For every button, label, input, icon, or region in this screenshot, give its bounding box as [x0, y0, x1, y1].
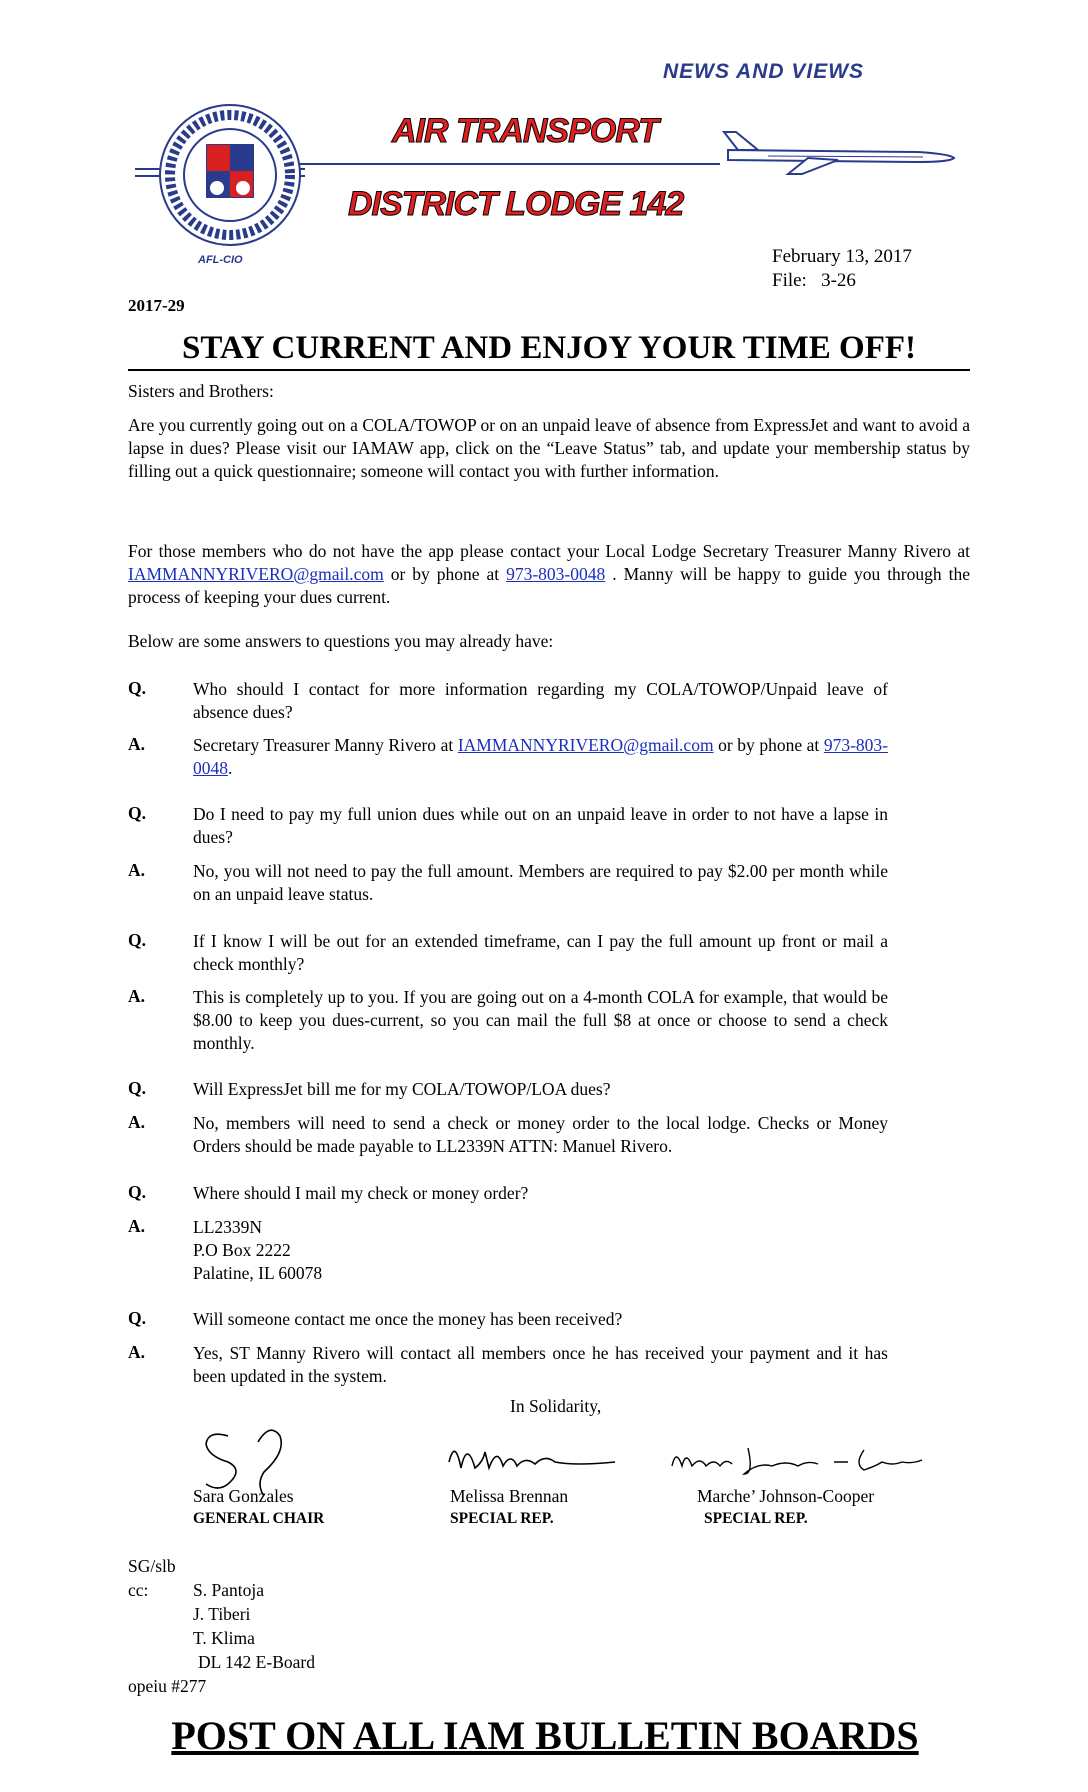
signature-marche-johnson-cooper: [668, 1440, 928, 1480]
a1-label: A.: [128, 734, 146, 754]
headline: STAY CURRENT AND ENJOY YOUR TIME OFF!: [128, 330, 970, 371]
contact-mid: or by phone at: [383, 564, 507, 584]
q4-text: Will ExpressJet bill me for my COLA/TOWOP/LOA dues?: [193, 1079, 611, 1099]
q2-text: Do I need to pay my full union dues while out on an unpaid leave in order to not have a lapse in dues?: [193, 804, 888, 847]
signature-melissa-brennan: [445, 1432, 625, 1482]
air-transport-title: AIR TRANSPORT: [392, 112, 658, 150]
bulletin-number: 2017-29: [128, 296, 185, 315]
signer-2-title: SPECIAL REP.: [450, 1510, 554, 1527]
signer-1-title: GENERAL CHAIR: [193, 1510, 325, 1527]
signer-1-name: Sara Gonzales: [193, 1486, 294, 1506]
opeiu-label: opeiu #277: [128, 1676, 207, 1696]
cc-item: J. Tiberi: [193, 1604, 251, 1624]
a4-label: A.: [128, 1112, 146, 1132]
a1-post: .: [228, 758, 233, 778]
header-rule: [300, 163, 720, 165]
initials: SG/slb: [128, 1556, 176, 1576]
contact-post: . Manny will be happy to guide you through the process of keeping your dues current.: [128, 564, 970, 607]
file-number: File: 3-26: [772, 270, 856, 291]
mailing-address: [193, 1216, 888, 1285]
afl-cio-label: AFL-CIO: [198, 254, 243, 266]
signer-3-name: Marche’ Johnson-Cooper: [697, 1486, 875, 1506]
q2-label: Q.: [128, 803, 146, 823]
intro-paragraph: Are you currently going out on a COLA/TOWOP or on an unpaid leave of absence from ExpressJet and want to avoid a lapse in dues? Please visit our IAMAW app, click on the “Leave Status” tab, and update your membership status by filling out a quick questionnaire; someone will contact you with further information.: [128, 415, 970, 481]
document-date: February 13, 2017: [772, 246, 912, 267]
district-lodge-title: DISTRICT LODGE 142: [348, 185, 684, 223]
a1-text: [193, 734, 888, 780]
cc-item: DL 142 E-Board: [198, 1652, 315, 1672]
q5-label: Q.: [128, 1182, 146, 1202]
phone-link[interactable]: 973-803-0048: [506, 564, 606, 584]
address-line-2: P.O Box 2222: [193, 1240, 291, 1260]
iam-seal-logo: [155, 100, 305, 255]
address-line-1: LL2339N: [193, 1217, 263, 1237]
a3-text: This is completely up to you. If you are going out on a 4-month COLA for example, that would be $8.00 to keep you dues-current, so you can mail the full $8 at once or choose to send a check monthly.: [193, 987, 888, 1053]
a5-label: A.: [128, 1216, 146, 1236]
a2-label: A.: [128, 860, 146, 880]
salutation: Sisters and Brothers:: [128, 381, 274, 401]
q3-text: If I know I will be out for an extended timeframe, can I pay the full amount up front or mail a check monthly?: [193, 931, 888, 974]
contact-pre: For those members who do not have the app please contact your Local Lodge Secretary Treasurer Manny Rivero at: [128, 541, 970, 561]
a1-pre: Secretary Treasurer Manny Rivero at: [193, 735, 458, 755]
q3-label: Q.: [128, 930, 146, 950]
q1-text: Who should I contact for more information regarding my COLA/TOWOP/Unpaid leave of absence dues?: [193, 679, 888, 722]
cc-item: T. Klima: [193, 1628, 255, 1648]
q1-label: Q.: [128, 678, 146, 698]
a1-phone-link[interactable]: 973-803-0048: [193, 735, 888, 778]
email-link[interactable]: IAMMANNYRIVERO@gmail.com: [128, 564, 384, 584]
q6-label: Q.: [128, 1308, 146, 1328]
faq-intro: Below are some answers to questions you may already have:: [128, 631, 554, 651]
a1-mid: or by phone at: [713, 735, 824, 755]
signer-2-name: Melissa Brennan: [450, 1486, 569, 1506]
cc-label: cc:: [128, 1580, 149, 1600]
signer-3-title: SPECIAL REP.: [704, 1510, 808, 1527]
closing: In Solidarity,: [510, 1396, 602, 1416]
q6-text: Will someone contact me once the money has been received?: [193, 1309, 623, 1329]
a2-text: No, you will not need to pay the full amount. Members are required to pay $2.00 per month while on an unpaid leave status.: [193, 861, 888, 904]
a6-label: A.: [128, 1342, 146, 1362]
a6-text: Yes, ST Manny Rivero will contact all members once he has received your payment and it has been updated in the system.: [193, 1343, 888, 1386]
q4-label: Q.: [128, 1078, 146, 1098]
news-and-views-label: NEWS AND VIEWS: [663, 60, 865, 83]
contact-paragraph: [128, 540, 970, 609]
cc-item: S. Pantoja: [193, 1580, 264, 1600]
q5-text: Where should I mail my check or money order?: [193, 1183, 529, 1203]
a1-email-link[interactable]: IAMMANNYRIVERO@gmail.com: [457, 735, 714, 755]
airplane-icon: [718, 128, 958, 178]
a4-text: No, members will need to send a check or money order to the local lodge. Checks or Money Orders should be made payable to LL2339N ATTN: Manuel Rivero.: [193, 1113, 888, 1156]
address-line-3: Palatine, IL 60078: [193, 1263, 323, 1283]
a3-label: A.: [128, 986, 146, 1006]
post-notice: POST ON ALL IAM BULLETIN BOARDS: [171, 1713, 919, 1758]
